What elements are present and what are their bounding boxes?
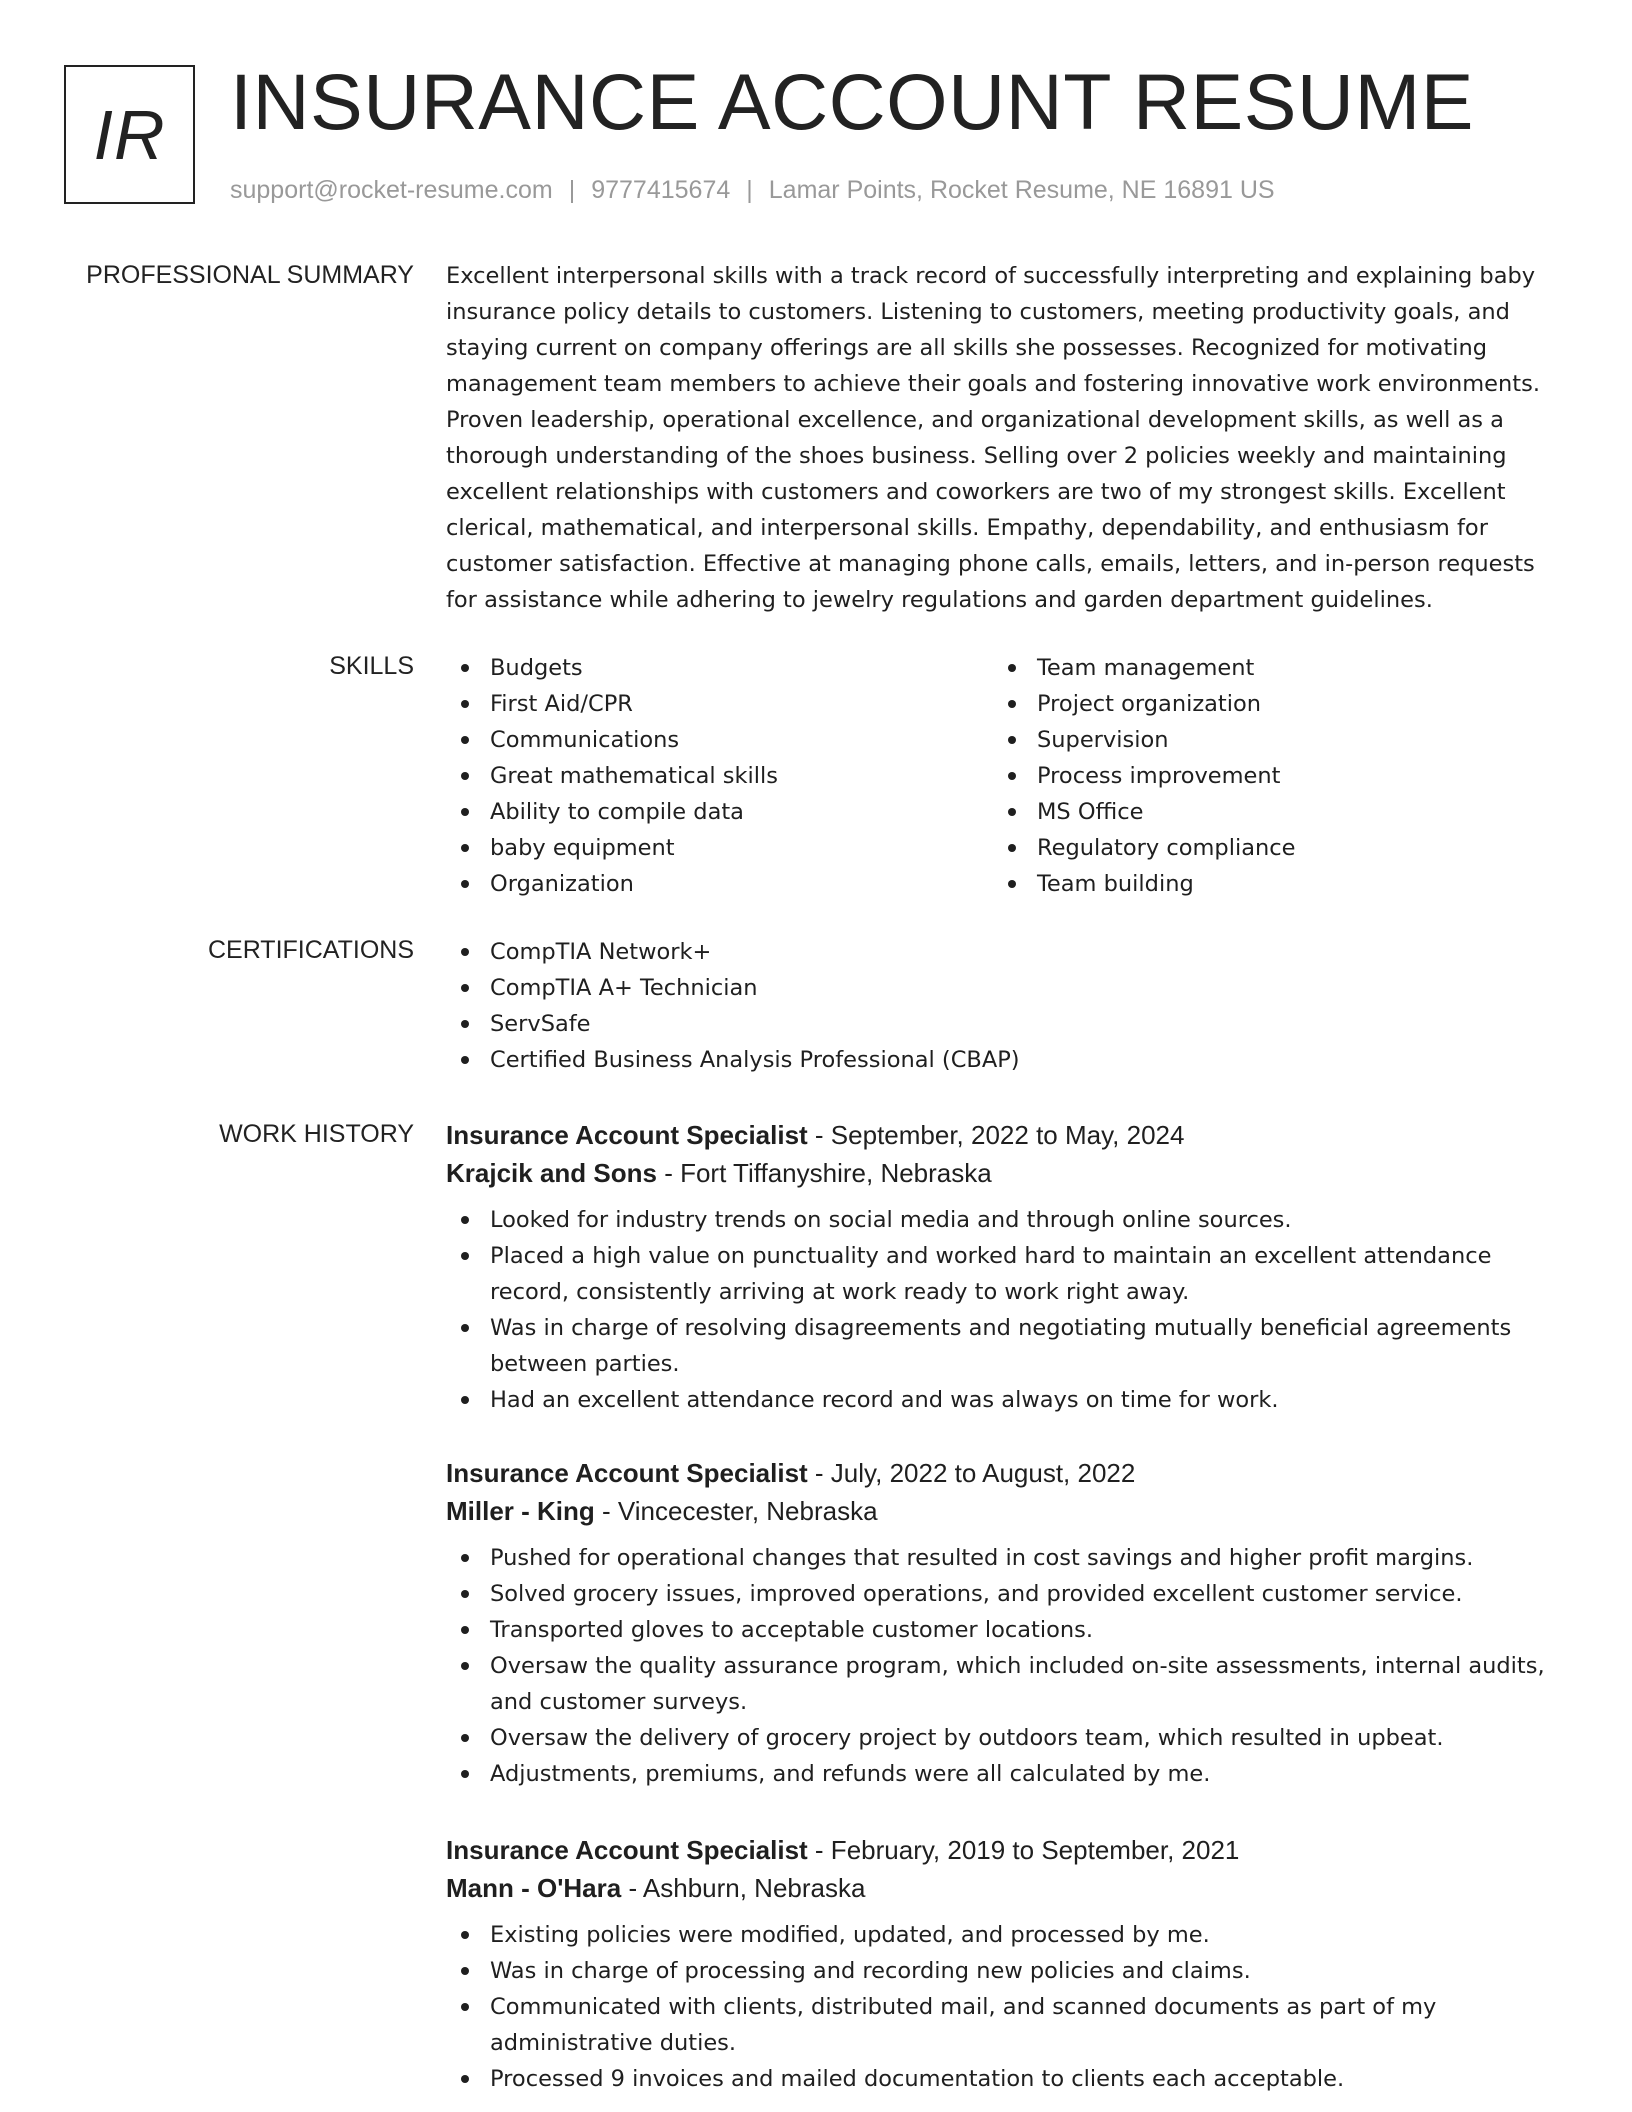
job-duty-item: Solved grocery issues, improved operations, and provided excellent customer service. xyxy=(446,1576,1566,1612)
job-location: - Vincecester, Nebraska xyxy=(594,1496,878,1526)
job-title-line xyxy=(446,1831,1566,1869)
job-duty-item: Placed a high value on punctuality and worked hard to maintain an excellent attendance record, consistently arriving at work ready to work right away. xyxy=(446,1238,1566,1310)
job-duty-item: Communicated with clients, distributed mail, and scanned documents as part of my administrative duties. xyxy=(446,1989,1566,2061)
skill-item: Great mathematical skills xyxy=(446,758,986,794)
skill-item: Organization xyxy=(446,866,986,902)
contact-line xyxy=(230,173,1275,207)
summary-heading: PROFESSIONAL SUMMARY xyxy=(86,261,414,289)
skill-item: Project organization xyxy=(993,686,1533,722)
job-duty-item: Existing policies were modified, updated, and processed by me. xyxy=(446,1917,1566,1953)
job-title: Insurance Account Specialist xyxy=(446,1120,808,1150)
job-duty-item: Pushed for operational changes that resulted in cost savings and higher profit margins. xyxy=(446,1540,1566,1576)
contact-separator: | xyxy=(568,176,576,204)
job-duties-list xyxy=(446,1917,1566,2097)
summary-text: Excellent interpersonal skills with a track record of successfully interpreting and explaining baby insurance policy details to customers. Listening to customers, meeting productivity goals, and staying current on company offerings are all skills she possesses. Recognized for motivating management team members to achieve their goals and fostering innovative work environments. Proven leadership, operational excellence, and organizational development skills, as well as a thorough understanding of the shoes business. Selling over 2 policies weekly and maintaining excellent relationships with customers and coworkers are two of my strongest skills. Excellent clerical, mathematical, and interpersonal skills. Empathy, dependability, and enthusiasm for customer satisfaction. Effective at managing phone calls, emails, letters, and in-person requests for assistance while adhering to jewelry regulations and garden department guidelines. xyxy=(446,263,1540,613)
job-duties-list xyxy=(446,1202,1566,1418)
certification-item: CompTIA Network+ xyxy=(446,934,1566,970)
contact-separator: | xyxy=(746,176,753,204)
job-company: Krajcik and Sons xyxy=(446,1158,657,1188)
skill-item: Process improvement xyxy=(993,758,1533,794)
job-dates: - July, 2022 to August, 2022 xyxy=(807,1458,1136,1488)
job-entry xyxy=(446,1454,1566,1792)
skill-item: baby equipment xyxy=(446,830,986,866)
skills-list-left xyxy=(446,650,986,902)
job-duty-item: Oversaw the quality assurance program, which included on-site assessments, internal audits, and customer surveys. xyxy=(446,1648,1566,1720)
job-title-line xyxy=(446,1116,1566,1154)
certification-item: CompTIA A+ Technician xyxy=(446,970,1566,1006)
job-company-line xyxy=(446,1869,1566,1907)
job-duty-item: Had an excellent attendance record and was always on time for work. xyxy=(446,1382,1566,1418)
skill-item: Supervision xyxy=(993,722,1533,758)
skill-item: Communications xyxy=(446,722,986,758)
job-duty-item: Processed 9 invoices and mailed documentation to clients each acceptable. xyxy=(446,2061,1566,2097)
skill-item: Budgets xyxy=(446,650,986,686)
job-title-line xyxy=(446,1454,1566,1492)
job-company: Mann - O'Hara xyxy=(446,1873,622,1903)
certification-item: Certified Business Analysis Professional (CBAP) xyxy=(446,1042,1566,1078)
skill-item: Regulatory compliance xyxy=(993,830,1533,866)
monogram-logo: IR xyxy=(64,65,195,204)
certifications-heading: CERTIFICATIONS xyxy=(207,936,414,964)
job-company-line xyxy=(446,1492,1566,1530)
skill-item: MS Office xyxy=(993,794,1533,830)
job-entry xyxy=(446,1831,1566,2097)
skills-list-right xyxy=(993,650,1533,902)
job-company-line xyxy=(446,1154,1566,1192)
job-duties-list xyxy=(446,1540,1566,1792)
skill-item: First Aid/CPR xyxy=(446,686,986,722)
job-duty-item: Adjustments, premiums, and refunds were all calculated by me. xyxy=(446,1756,1566,1792)
contact-email: support@rocket-resume.com xyxy=(230,176,553,204)
job-title: Insurance Account Specialist xyxy=(446,1458,808,1488)
job-duty-item: Transported gloves to acceptable customer locations. xyxy=(446,1612,1566,1648)
job-duty-item: Oversaw the delivery of grocery project by outdoors team, which resulted in upbeat. xyxy=(446,1720,1566,1756)
job-duty-item: Was in charge of processing and recording new policies and claims. xyxy=(446,1953,1566,1989)
job-title: Insurance Account Specialist xyxy=(446,1835,808,1865)
skill-item: Team management xyxy=(993,650,1533,686)
job-entry xyxy=(446,1116,1566,1418)
job-dates: - September, 2022 to May, 2024 xyxy=(807,1120,1185,1150)
job-dates: - February, 2019 to September, 2021 xyxy=(807,1835,1240,1865)
job-location: - Ashburn, Nebraska xyxy=(621,1873,866,1903)
contact-phone: 9777415674 xyxy=(591,176,731,204)
resume-title: INSURANCE ACCOUNT RESUME xyxy=(230,57,1474,146)
job-duty-item: Was in charge of resolving disagreements and negotiating mutually beneficial agreements between parties. xyxy=(446,1310,1566,1382)
job-duty-item: Looked for industry trends on social media and through online sources. xyxy=(446,1202,1566,1238)
job-location: - Fort Tiffanyshire, Nebraska xyxy=(656,1158,992,1188)
skills-heading: SKILLS xyxy=(329,652,414,680)
work-history-heading: WORK HISTORY xyxy=(219,1120,414,1148)
contact-address: Lamar Points, Rocket Resume, NE 16891 US xyxy=(768,176,1275,204)
job-company: Miller - King xyxy=(446,1496,595,1526)
skill-item: Ability to compile data xyxy=(446,794,986,830)
certifications-list xyxy=(446,934,1566,1078)
skill-item: Team building xyxy=(993,866,1533,902)
certification-item: ServSafe xyxy=(446,1006,1566,1042)
